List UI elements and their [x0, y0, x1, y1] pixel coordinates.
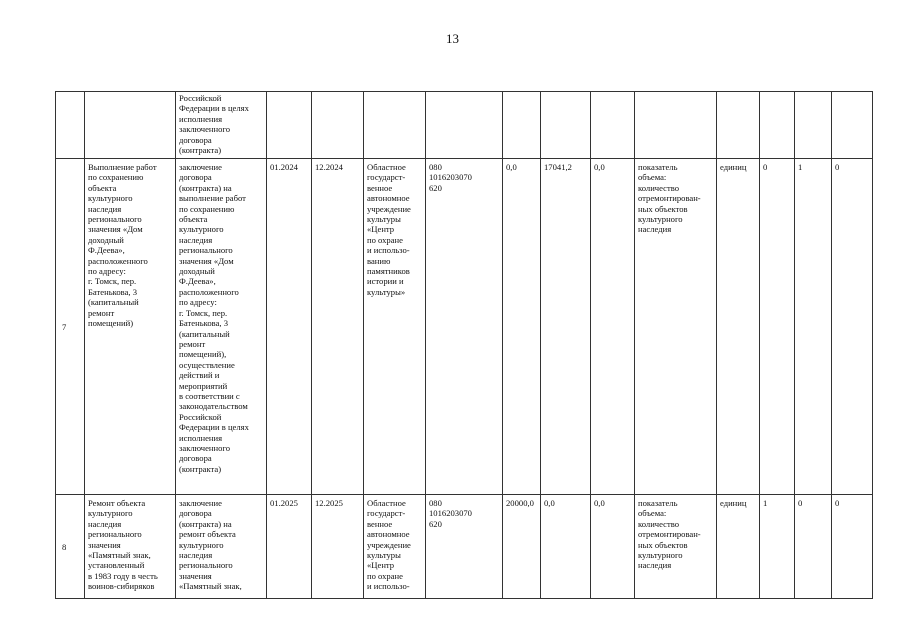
indicator-value-1: 1 — [760, 495, 795, 599]
row-number — [56, 92, 85, 159]
table-row — [56, 495, 873, 599]
row-number: 7 — [56, 159, 85, 495]
funding-value-1: 0,0 — [503, 159, 541, 495]
indicator-cell: показатель объема: количество отремонтирован- ных объектов культурного наследия — [635, 159, 717, 495]
funding-value-1 — [503, 92, 541, 159]
unit-cell: единиц — [717, 495, 760, 599]
work-name-cell: Ремонт объекта культурного наследия регионального значения «Памятный знак, установленный в 1983 году в честь воинов-сибиряков — [85, 495, 176, 599]
table-row — [56, 159, 873, 495]
indicator-value-2: 0 — [795, 495, 832, 599]
executor-cell — [364, 92, 426, 159]
funding-value-3: 0,0 — [591, 159, 635, 495]
funding-value-2 — [541, 92, 591, 159]
unit-cell — [717, 92, 760, 159]
executor-cell: Областное государст- венное автономное учреждение культуры «Центр по охране и использо- — [364, 495, 426, 599]
indicator-value-3: 0 — [832, 495, 873, 599]
funding-value-2: 0,0 — [541, 495, 591, 599]
indicator-value-2 — [795, 92, 832, 159]
start-date-cell: 01.2025 — [267, 495, 312, 599]
funding-value-1: 20000,0 — [503, 495, 541, 599]
funding-value-2: 17041,2 — [541, 159, 591, 495]
page-number: 13 — [446, 31, 459, 46]
basis-cell: Российской Федерации в целях исполнения заключенного договора (контракта) — [176, 92, 267, 159]
indicator-value-2: 1 — [795, 159, 832, 495]
end-date-cell — [312, 92, 364, 159]
work-name-cell — [85, 92, 176, 159]
work-name-cell: Выполнение работ по сохранению объекта культурного наследия регионального значения «Дом доходный Ф.Деева», расположенного по адресу: г. Томск, пер. Батенькова, 3 (капитальный ремонт помещений) — [85, 159, 176, 495]
program-table — [55, 91, 873, 599]
end-date-cell: 12.2024 — [312, 159, 364, 495]
indicator-value-1: 0 — [760, 159, 795, 495]
basis-cell: заключение договора (контракта) на выполнение работ по сохранению объекта культурного наследия регионального значения «Дом доходный Ф.Деева», расположенного по адресу: г. Томск, пер. Батенькова, 3 (капитальный ремонт помещений), осуществление действий и мероприятий в соответствии с законодательством Российской Федерации в целях исполнения заключенного договора (контракта) — [176, 159, 267, 495]
indicator-cell: показатель объема: количество отремонтирован- ных объектов культурного наследия — [635, 495, 717, 599]
unit-cell: единиц — [717, 159, 760, 495]
indicator-value-3: 0 — [832, 159, 873, 495]
budget-code-cell: 080 1016203070 620 — [426, 495, 503, 599]
indicator-cell — [635, 92, 717, 159]
funding-value-3 — [591, 92, 635, 159]
start-date-cell: 01.2024 — [267, 159, 312, 495]
end-date-cell: 12.2025 — [312, 495, 364, 599]
row-number: 8 — [56, 495, 85, 599]
executor-cell: Областное государст- венное автономное учреждение культуры «Центр по охране и использо- ванию памятников истории и культуры» — [364, 159, 426, 495]
indicator-value-1 — [760, 92, 795, 159]
budget-code-cell: 080 1016203070 620 — [426, 159, 503, 495]
start-date-cell — [267, 92, 312, 159]
indicator-value-3 — [832, 92, 873, 159]
table-row — [56, 92, 873, 159]
funding-value-3: 0,0 — [591, 495, 635, 599]
budget-code-cell — [426, 92, 503, 159]
basis-cell: заключение договора (контракта) на ремонт объекта культурного наследия регионального значения «Памятный знак, — [176, 495, 267, 599]
